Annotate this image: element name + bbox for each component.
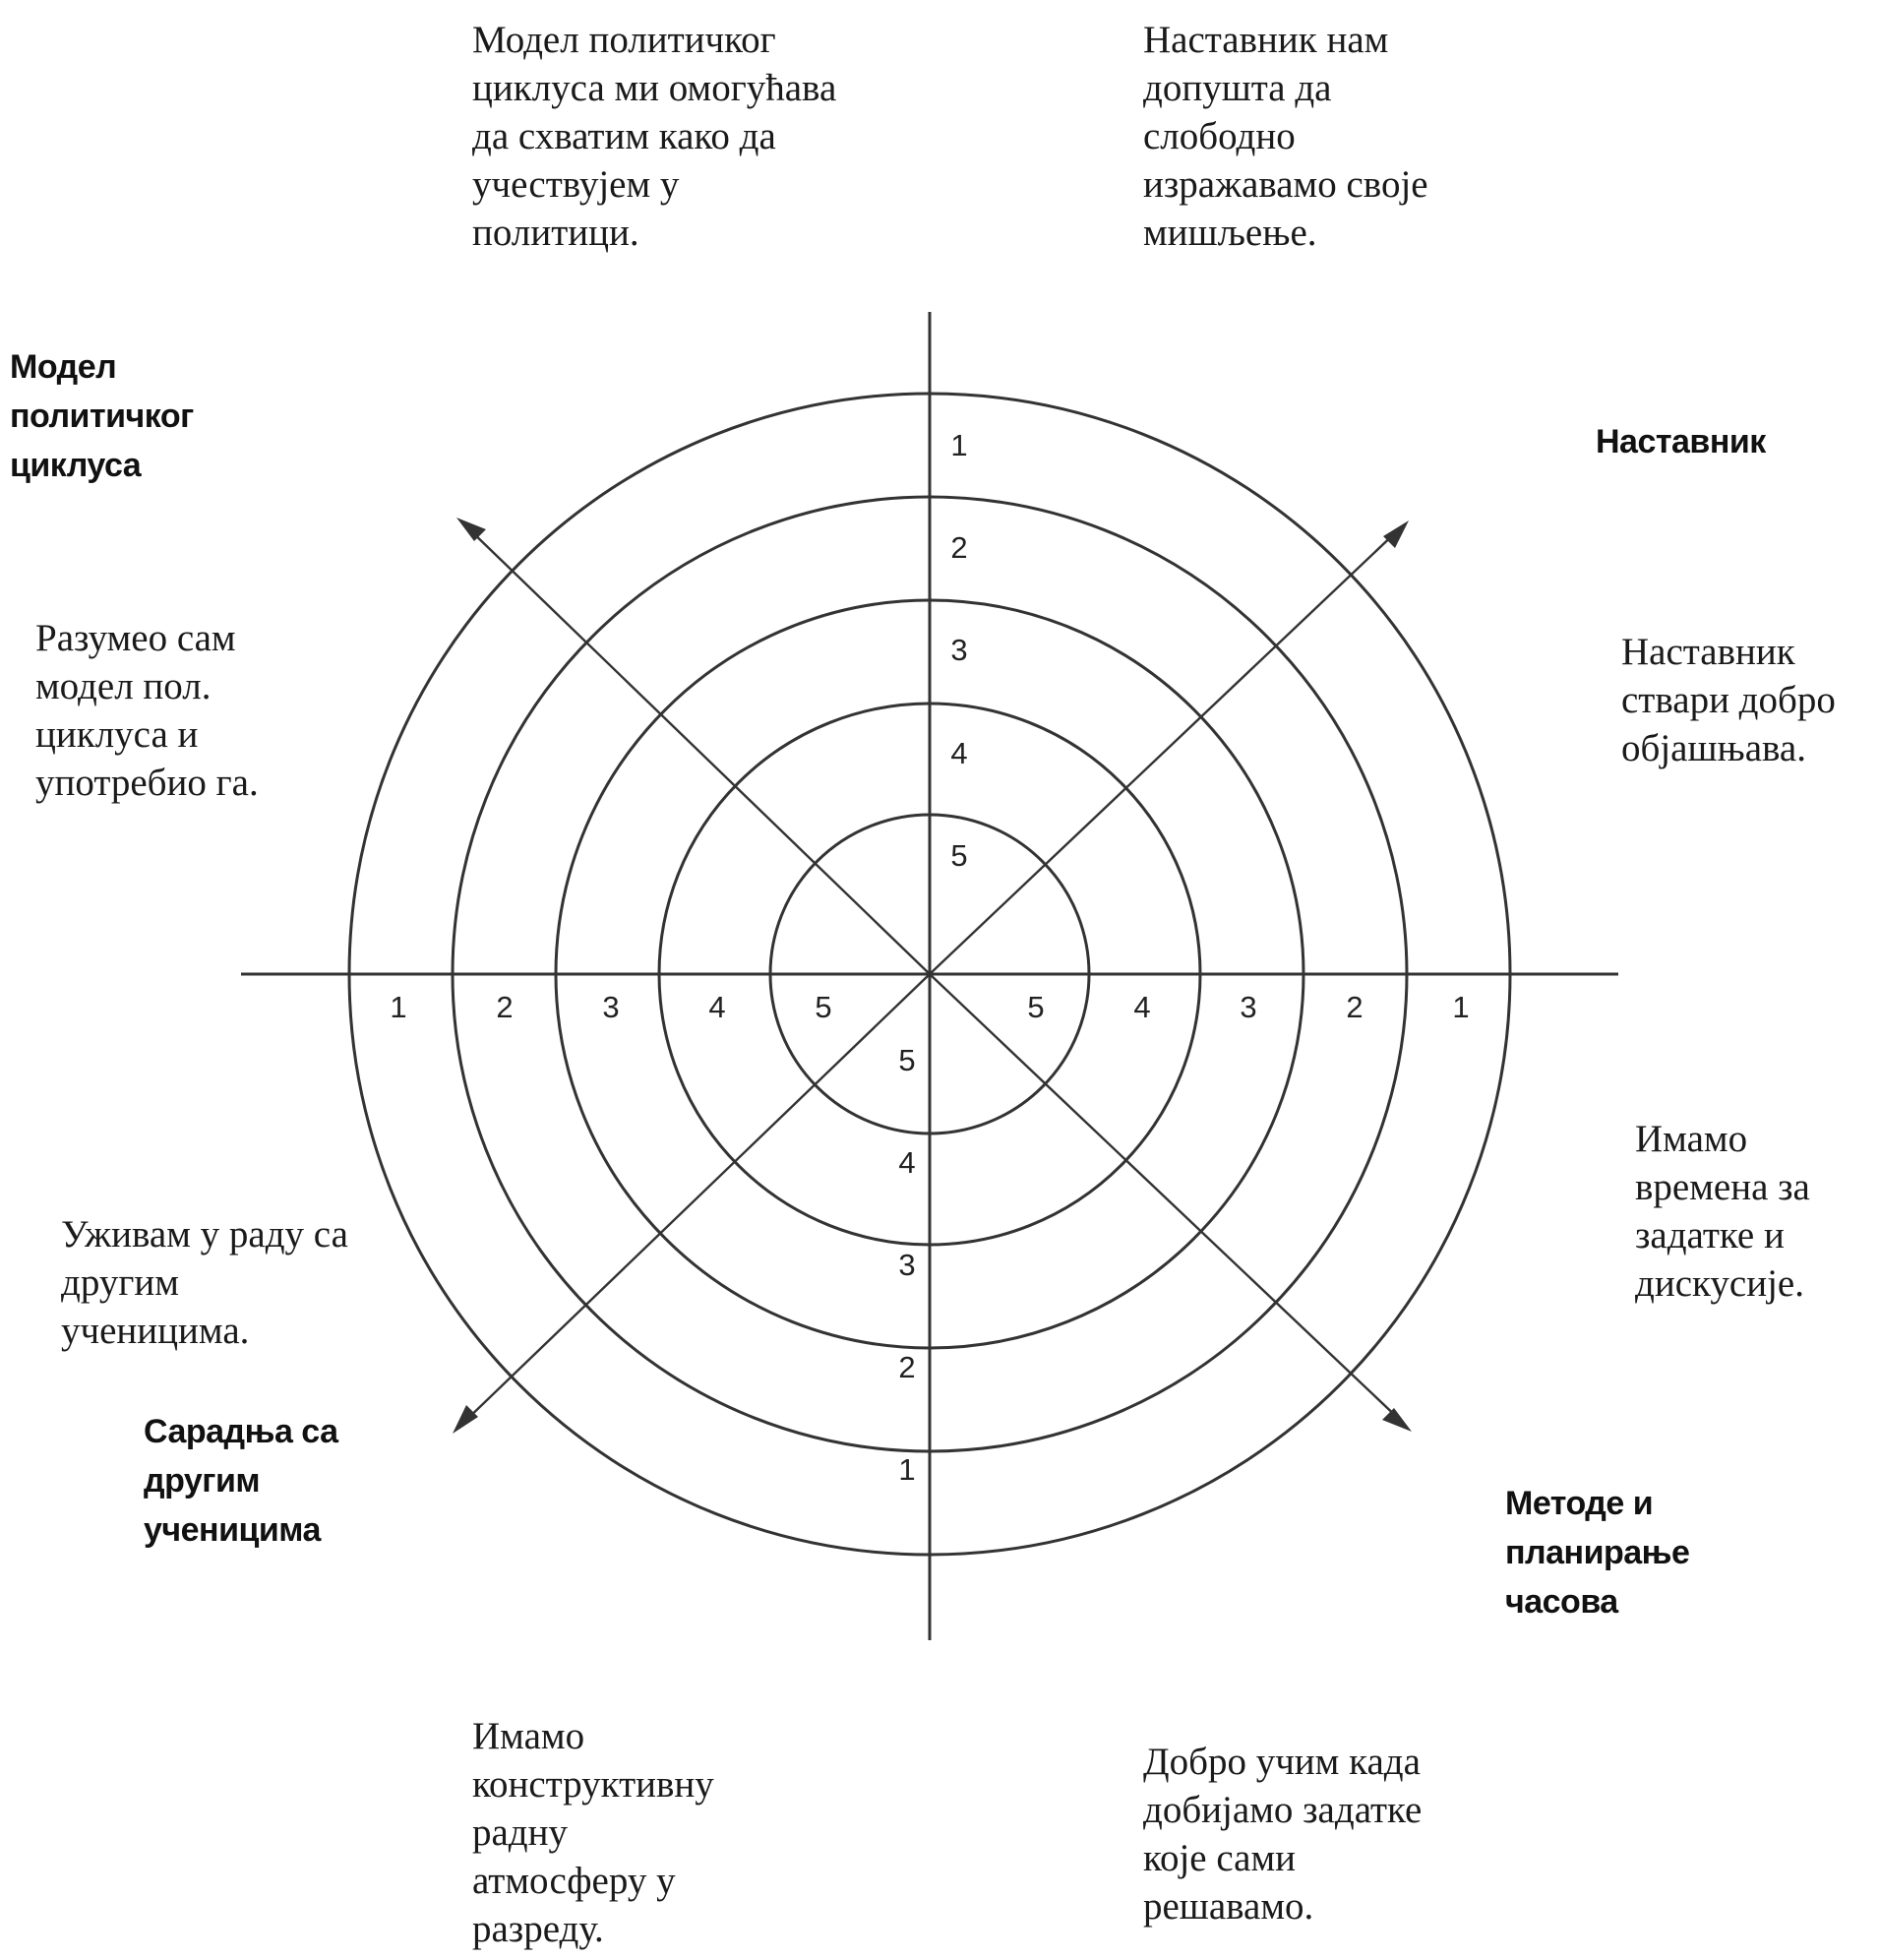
scale-label-left-3: 3 (602, 990, 620, 1025)
arrowhead-top-left (456, 518, 486, 541)
scale-label-bottom-4: 4 (898, 1145, 916, 1181)
arrow-line-top-right (930, 529, 1399, 974)
arrow-line-bottom-left (462, 974, 930, 1424)
statement-right-upper: Наставник ствари добро објашњава. (1621, 631, 1836, 769)
scale-label-bottom-1: 1 (898, 1452, 916, 1488)
scale-label-right-3: 3 (1240, 990, 1257, 1025)
scale-label-left-2: 2 (496, 990, 514, 1025)
category-political-cycle: Модел политичког циклуса (10, 348, 194, 484)
statement-top-left: Модел политичког циклуса ми омогућава да схватим како да учествујем у политици. (472, 19, 837, 254)
statement-left-lower: Уживам у раду са другим ученицима. (61, 1213, 348, 1352)
scale-label-left-4: 4 (708, 990, 726, 1025)
scale-labels-bottom (898, 1043, 915, 1487)
statement-bottom-left: Имамо конструктивну радну атмосферу у разреду. (472, 1715, 714, 1950)
scale-labels-left (390, 990, 831, 1024)
category-cooperation: Сарадња са другим ученицима (144, 1413, 338, 1549)
statement-top-right: Наставник нам допушта да слободно изражавамо своје мишљење. (1143, 19, 1428, 254)
scale-label-right-2: 2 (1346, 990, 1364, 1025)
scale-label-left-1: 1 (390, 990, 407, 1025)
scale-label-top-1: 1 (950, 428, 968, 463)
scale-label-right-4: 4 (1133, 990, 1151, 1025)
scale-labels-top (950, 428, 967, 873)
scale-label-bottom-5: 5 (898, 1043, 916, 1078)
scale-label-bottom-3: 3 (898, 1248, 916, 1283)
scale-label-top-2: 2 (950, 530, 968, 566)
scale-label-top-3: 3 (950, 633, 968, 668)
category-teacher: Наставник (1596, 423, 1766, 460)
scale-label-top-5: 5 (950, 838, 968, 874)
statement-left-upper: Разумео сам модел пол. циклуса и употребио га. (35, 617, 259, 804)
statement-bottom-right: Добро учим када добијамо задатке које сами решавамо. (1143, 1741, 1423, 1928)
scale-labels-right (1027, 990, 1469, 1024)
scale-label-left-5: 5 (815, 990, 832, 1025)
statement-right-lower: Имамо времена за задатке и дискусије. (1635, 1118, 1810, 1305)
arrowhead-bottom-right (1382, 1408, 1412, 1432)
arrow-line-top-left (466, 526, 930, 974)
scale-label-right-5: 5 (1027, 990, 1045, 1025)
category-methods: Методе и планирање часова (1505, 1485, 1690, 1621)
arrow-line-bottom-right (930, 974, 1402, 1422)
scale-label-right-1: 1 (1452, 990, 1470, 1025)
scale-label-bottom-2: 2 (898, 1350, 916, 1385)
arrowhead-bottom-left (453, 1405, 478, 1434)
arrowhead-top-right (1383, 521, 1409, 548)
scale-label-top-4: 4 (950, 736, 968, 771)
wheel-axes (241, 312, 1618, 1640)
